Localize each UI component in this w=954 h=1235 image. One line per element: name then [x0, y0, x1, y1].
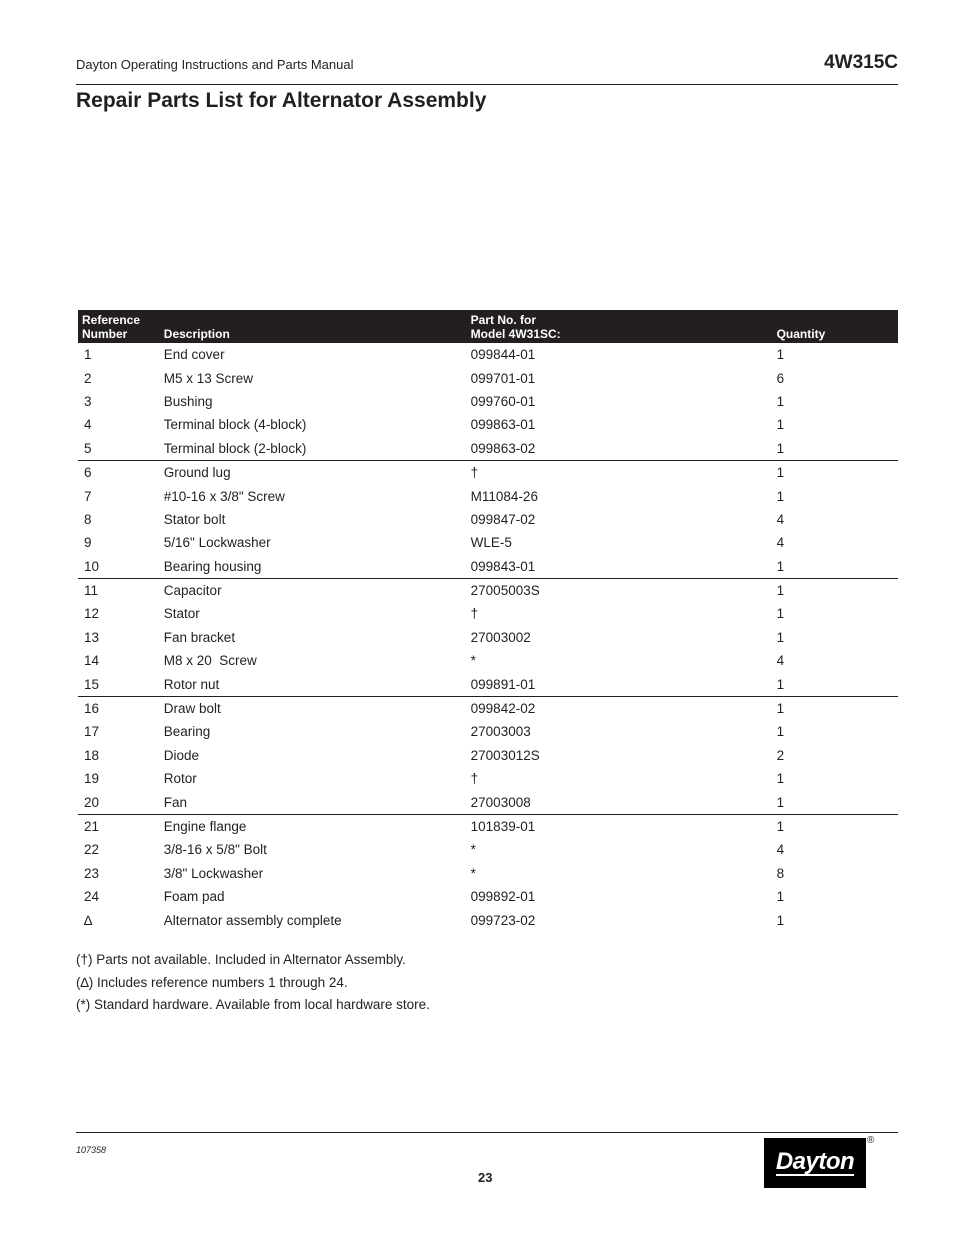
cell-quantity: 1 — [777, 460, 898, 484]
cell-reference: 22 — [84, 842, 100, 858]
cell-reference: 4 — [84, 417, 92, 433]
cell-reference: 5 — [84, 440, 92, 456]
cell-quantity: 1 — [776, 606, 785, 622]
cell-part-number: * — [470, 842, 476, 858]
cell-part-number: 101839-01 — [471, 814, 777, 838]
header-description: Description — [163, 327, 230, 341]
table-row — [78, 578, 898, 602]
cell-description: Rotor nut — [163, 676, 220, 692]
cell-part-number: 27003008 — [470, 794, 531, 810]
cell-quantity: 8 — [776, 865, 785, 881]
table-row — [78, 390, 898, 413]
cell-part-number: * — [470, 653, 476, 669]
cell-description: #10-16 x 3/8" Screw — [163, 488, 285, 504]
cell-part-number: † — [470, 606, 479, 622]
cell-quantity: 1 — [776, 440, 785, 456]
table-row — [78, 626, 898, 649]
registered-mark: ® — [867, 1135, 875, 1146]
cell-description: M8 x 20 Screw — [163, 653, 257, 669]
cell-part-number: 099863-01 — [470, 417, 536, 433]
cell-part-number: M11084-26 — [470, 488, 538, 504]
cell-part-number: 099843-01 — [470, 558, 536, 574]
cell-reference: 15 — [84, 676, 100, 692]
cell-reference: 20 — [84, 794, 100, 810]
footnote-dagger: (†) Parts not available. Included in Alternator Assembly. — [76, 952, 406, 967]
table-row — [78, 460, 898, 484]
cell-quantity: 1 — [776, 912, 785, 928]
cell-quantity: 1 — [777, 814, 898, 838]
footnote-delta: (∆) Includes reference numbers 1 through 24. — [76, 974, 348, 990]
cell-reference: 11 — [78, 578, 164, 602]
table-row — [78, 531, 898, 554]
cell-description: Ground lug — [164, 460, 471, 484]
cell-quantity: 1 — [776, 629, 785, 645]
cell-reference: 24 — [84, 889, 100, 905]
cell-part-number: 27005003S — [471, 578, 777, 602]
cell-description: Foam pad — [163, 889, 225, 905]
table-row — [78, 672, 898, 696]
page-title: Repair Parts List for Alternator Assembly — [76, 89, 487, 112]
footnote-asterisk: (*) Standard hardware. Available from local hardware store. — [76, 997, 430, 1012]
cell-description: M5 x 13 Screw — [163, 370, 254, 386]
cell-description: Fan bracket — [163, 629, 236, 645]
cell-quantity: 1 — [777, 696, 898, 720]
cell-reference: 6 — [78, 460, 164, 484]
table-row — [78, 366, 898, 389]
cell-reference: 21 — [78, 814, 164, 838]
cell-description: Diode — [163, 747, 200, 763]
page-number: 23 — [478, 1170, 493, 1185]
cell-quantity: 4 — [776, 511, 785, 527]
cell-quantity: 1 — [776, 724, 785, 740]
cell-description: Bearing housing — [163, 558, 262, 574]
cell-quantity: 1 — [777, 578, 898, 602]
cell-description: Alternator assembly complete — [163, 912, 342, 928]
cell-description: 3/8" Lockwasher — [163, 865, 264, 881]
cell-description: Bushing — [163, 393, 213, 409]
cell-quantity: 1 — [776, 347, 785, 363]
table-row — [78, 744, 898, 767]
cell-quantity: 1 — [776, 417, 785, 433]
table-row — [78, 862, 898, 885]
cell-part-number: † — [470, 771, 479, 787]
cell-description: Capacitor — [164, 578, 471, 602]
cell-quantity: 1 — [776, 558, 785, 574]
cell-quantity: 4 — [776, 653, 785, 669]
cell-quantity: 4 — [776, 842, 785, 858]
parts-table — [78, 310, 898, 932]
cell-part-number: 27003002 — [470, 629, 531, 645]
cell-description: End cover — [163, 347, 225, 363]
cell-part-number: WLE-5 — [470, 535, 512, 551]
footnotes — [76, 949, 430, 1017]
cell-part-number: 27003003 — [470, 724, 531, 740]
table-row — [78, 484, 898, 507]
cell-quantity: 1 — [776, 488, 785, 504]
cell-reference: 12 — [84, 606, 100, 622]
footer-divider — [76, 1132, 898, 1133]
cell-quantity: 6 — [776, 370, 785, 386]
cell-part-number: 099891-01 — [470, 676, 536, 692]
cell-reference: 23 — [84, 865, 100, 881]
cell-reference: 19 — [84, 771, 100, 787]
cell-quantity: 1 — [776, 794, 785, 810]
cell-reference: 7 — [84, 488, 92, 504]
cell-reference: 2 — [84, 370, 92, 386]
cell-part-number: 099701-01 — [470, 370, 536, 386]
header-part-number: Part No. for Model 4W31SC: — [470, 313, 561, 341]
parts-table-body — [78, 343, 898, 932]
cell-description: 3/8-16 x 5/8" Bolt — [163, 842, 267, 858]
cell-part-number: 099863-02 — [470, 440, 536, 456]
table-row — [78, 767, 898, 790]
table-row — [78, 602, 898, 625]
cell-reference: 9 — [84, 535, 92, 551]
cell-quantity: 4 — [776, 535, 785, 551]
cell-reference: 16 — [78, 696, 164, 720]
table-row — [78, 885, 898, 908]
cell-part-number: 099892-01 — [470, 889, 536, 905]
table-row — [78, 908, 898, 931]
table-row — [78, 343, 898, 366]
cell-part-number: † — [471, 460, 777, 484]
header-quantity: Quantity — [776, 327, 826, 341]
table-row — [78, 790, 898, 814]
cell-reference: 10 — [84, 558, 100, 574]
model-number: 4W315C — [824, 52, 898, 73]
cell-description: Draw bolt — [164, 696, 471, 720]
cell-reference: ∆ — [84, 912, 93, 928]
table-row — [78, 814, 898, 838]
cell-part-number: 099844-01 — [470, 347, 536, 363]
cell-reference: 17 — [84, 724, 100, 740]
document-number: 107358 — [76, 1145, 107, 1155]
table-header-row — [78, 310, 898, 343]
cell-description: 5/16" Lockwasher — [163, 535, 271, 551]
table-row — [78, 838, 898, 861]
cell-reference: 3 — [84, 393, 92, 409]
cell-quantity: 1 — [776, 676, 785, 692]
cell-description: Terminal block (2-block) — [163, 440, 307, 456]
cell-part-number: * — [470, 865, 476, 881]
table-row — [78, 555, 898, 579]
cell-description: Engine flange — [164, 814, 471, 838]
cell-description: Stator bolt — [163, 511, 226, 527]
table-row — [78, 508, 898, 531]
dayton-logo: Dayton — [764, 1138, 866, 1188]
header-divider — [76, 84, 898, 85]
cell-part-number: 099842-02 — [471, 696, 777, 720]
cell-description: Bearing — [163, 724, 211, 740]
cell-part-number: 099723-02 — [470, 912, 536, 928]
table-row — [78, 696, 898, 720]
cell-reference: 1 — [84, 347, 92, 363]
cell-reference: 8 — [84, 511, 92, 527]
cell-reference: 14 — [84, 653, 100, 669]
manual-title: Dayton Operating Instructions and Parts Manual — [76, 57, 354, 72]
cell-part-number: 099847-02 — [470, 511, 536, 527]
table-row — [78, 413, 898, 436]
cell-reference: 18 — [84, 747, 100, 763]
cell-part-number: 099760-01 — [470, 393, 536, 409]
cell-description: Stator — [163, 606, 200, 622]
cell-quantity: 1 — [776, 393, 785, 409]
cell-quantity: 1 — [776, 771, 785, 787]
cell-description: Rotor — [163, 771, 197, 787]
table-row — [78, 437, 898, 461]
header-reference-number: Reference Number — [82, 313, 141, 341]
cell-quantity: 2 — [776, 747, 785, 763]
cell-part-number: 27003012S — [470, 747, 540, 763]
table-row — [78, 720, 898, 743]
cell-quantity: 1 — [776, 889, 785, 905]
cell-description: Terminal block (4-block) — [163, 417, 307, 433]
cell-reference: 13 — [84, 629, 100, 645]
table-row — [78, 649, 898, 672]
cell-description: Fan — [163, 794, 188, 810]
